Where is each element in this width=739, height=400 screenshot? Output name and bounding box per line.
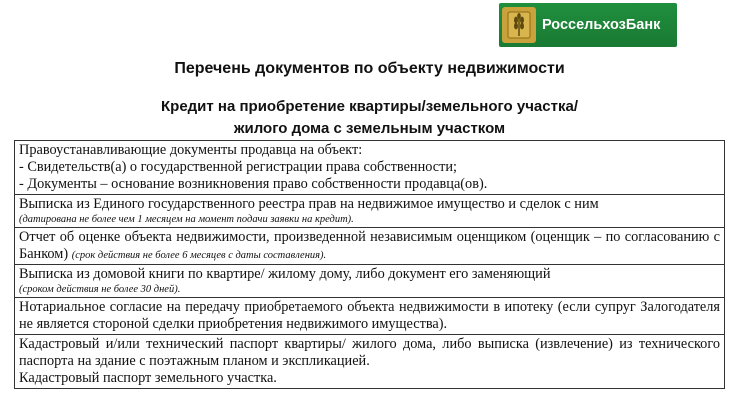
bank-logo xyxy=(499,3,677,47)
row-text: - Документы – основание возникновения право собственности продавца(ов). xyxy=(19,176,488,192)
row-note: (срок действия не более 6 месяцев с даты составления). xyxy=(71,250,327,261)
table-row xyxy=(15,298,725,335)
documents-table xyxy=(14,140,725,389)
row-text: Правоустанавливающие документы продавца на объект: xyxy=(19,142,363,158)
table-cell xyxy=(15,141,725,195)
table-row xyxy=(15,335,725,389)
row-text: Кадастровый паспорт земельного участка. xyxy=(19,370,277,386)
table-row xyxy=(15,228,725,265)
page-subtitle xyxy=(0,96,739,140)
table-row xyxy=(15,195,725,228)
table-row xyxy=(15,141,725,195)
table-cell xyxy=(15,228,725,265)
subtitle-line-1: Кредит на приобретение квартиры/земельного участка/ xyxy=(161,98,578,115)
bank-name: РоссельхозБанк xyxy=(542,17,661,33)
row-text: - Свидетельств(а) о государственной регистрации права собственности; xyxy=(19,159,457,175)
wheat-emblem-icon xyxy=(502,7,536,43)
row-text: Нотариальное согласие на передачу приобретаемого объекта недвижимости в ипотеку (если супруг Залогодателя не является стороной сделки приобретения недвижимого имущества). xyxy=(19,299,720,332)
row-text: Выписка из Единого государственного реестра прав на недвижимое имущество и сделок с ним xyxy=(19,196,599,212)
row-note: (сроком действия не более 30 дней). xyxy=(19,284,181,295)
row-note: (датирована не более чем 1 месяцем на момент подачи заявки на кредит). xyxy=(19,214,354,225)
row-text: Отчет об оценке объекта недвижимости, произведенной независимым оценщиком (оценщик – по согласованию с Банком) xyxy=(19,229,720,262)
row-text: Выписка из домовой книги по квартире/ жилому дому, либо документ его заменяющий xyxy=(19,266,551,282)
subtitle-line-2: жилого дома с земельным участком xyxy=(233,120,506,137)
table-row xyxy=(15,265,725,298)
page-title: Перечень документов по объекту недвижимости xyxy=(174,60,565,77)
table-cell xyxy=(15,265,725,298)
table-cell xyxy=(15,195,725,228)
table-cell xyxy=(15,335,725,389)
table-cell xyxy=(15,298,725,335)
row-text: Кадастровый и/или технический паспорт квартиры/ жилого дома, либо выписка (извлечение) из технического паспорта на здание с поэтажным планом и экспликацией. xyxy=(19,336,720,369)
